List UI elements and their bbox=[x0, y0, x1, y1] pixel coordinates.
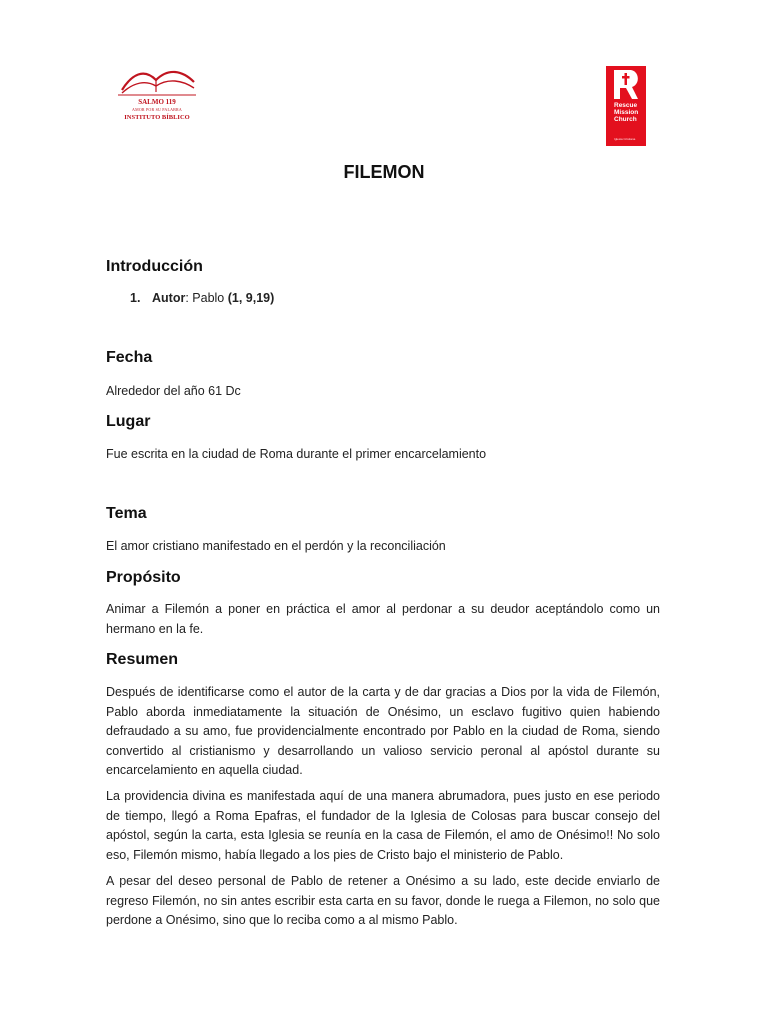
heading-resumen: Resumen bbox=[106, 651, 179, 668]
logo-instituto-biblico bbox=[114, 62, 200, 128]
logo-rescue-mission-church bbox=[606, 66, 646, 146]
logo-line-1: SALMO 119 bbox=[138, 98, 176, 106]
list-item-value: : Pablo bbox=[185, 291, 228, 305]
list-item-number: 1. bbox=[130, 291, 141, 305]
logo-church-sub: Iglesia Cristiana bbox=[614, 137, 636, 141]
heading-introduccion: Introducción bbox=[106, 258, 203, 275]
lugar-text: Fue escrita en la ciudad de Roma durante el primer encarcelamiento bbox=[106, 447, 487, 461]
logo-line-2: AMOR POR SU PALABRA bbox=[132, 107, 182, 112]
resumen-paragraph-3: A pesar del deseo personal de Pablo de retener a Onésimo a su lado, este decide enviarlo de regreso Filemón, no sin antes escribir esta carta en su favor, donde le ruega a Filemon, no solo que perdone a Onésimo, sino que lo reciba como a al mismo Pablo. bbox=[106, 874, 660, 927]
list-item-autor bbox=[130, 291, 274, 305]
list-item-label: Autor bbox=[152, 291, 186, 305]
fecha-text: Alrededor del año 61 Dc bbox=[106, 384, 241, 398]
resumen-paragraph-1: Después de identificarse como el autor de la carta y de dar gracias a Dios por la vida de Filemón, Pablo aborda inmediatamente la situación de Onésimo, un esclavo fugitivo quien habiendo defraudado a su amo, fue providencialmente encontrado por Pablo en la ciudad de Roma, siendo convertido al cristianismo y desarrollando un valioso servicio peronal al apóstol durante su encarcelamiento en aquella ciudad. bbox=[106, 685, 660, 777]
heading-fecha: Fecha bbox=[106, 349, 153, 366]
proposito-text: Animar a Filemón a poner en práctica el amor al perdonar a su deudor aceptándolo como un hermano en la fe. bbox=[106, 602, 660, 636]
tema-text: El amor cristiano manifestado en el perdón y la reconciliación bbox=[106, 539, 446, 553]
page-title: FILEMON bbox=[343, 162, 425, 182]
heading-proposito: Propósito bbox=[106, 569, 181, 586]
list-item-reference: (1, 9,19) bbox=[227, 291, 275, 305]
resumen-paragraph-2: La providencia divina es manifestada aquí de una manera abrumadora, pues justo en ese periodo de tiempo, llegó a Roma Epafras, el fundador de la Iglesia de Colosas para buscar consejo del apóstol, según la carta, esta Iglesia se reunía en la casa de Filemón, el amo de Onésimo!! No solo eso, Filemón mismo, había llegado a los pies de Cristo bajo el ministerio de Pablo. bbox=[106, 789, 660, 862]
heading-tema: Tema bbox=[106, 505, 147, 522]
logo-church-name: Rescue Mission Church bbox=[614, 102, 639, 123]
cross-r-icon bbox=[606, 66, 646, 102]
logo-line-3: INSTITUTO BÍBLICO bbox=[124, 114, 190, 121]
open-book-icon bbox=[114, 62, 200, 102]
heading-lugar: Lugar bbox=[106, 413, 151, 430]
